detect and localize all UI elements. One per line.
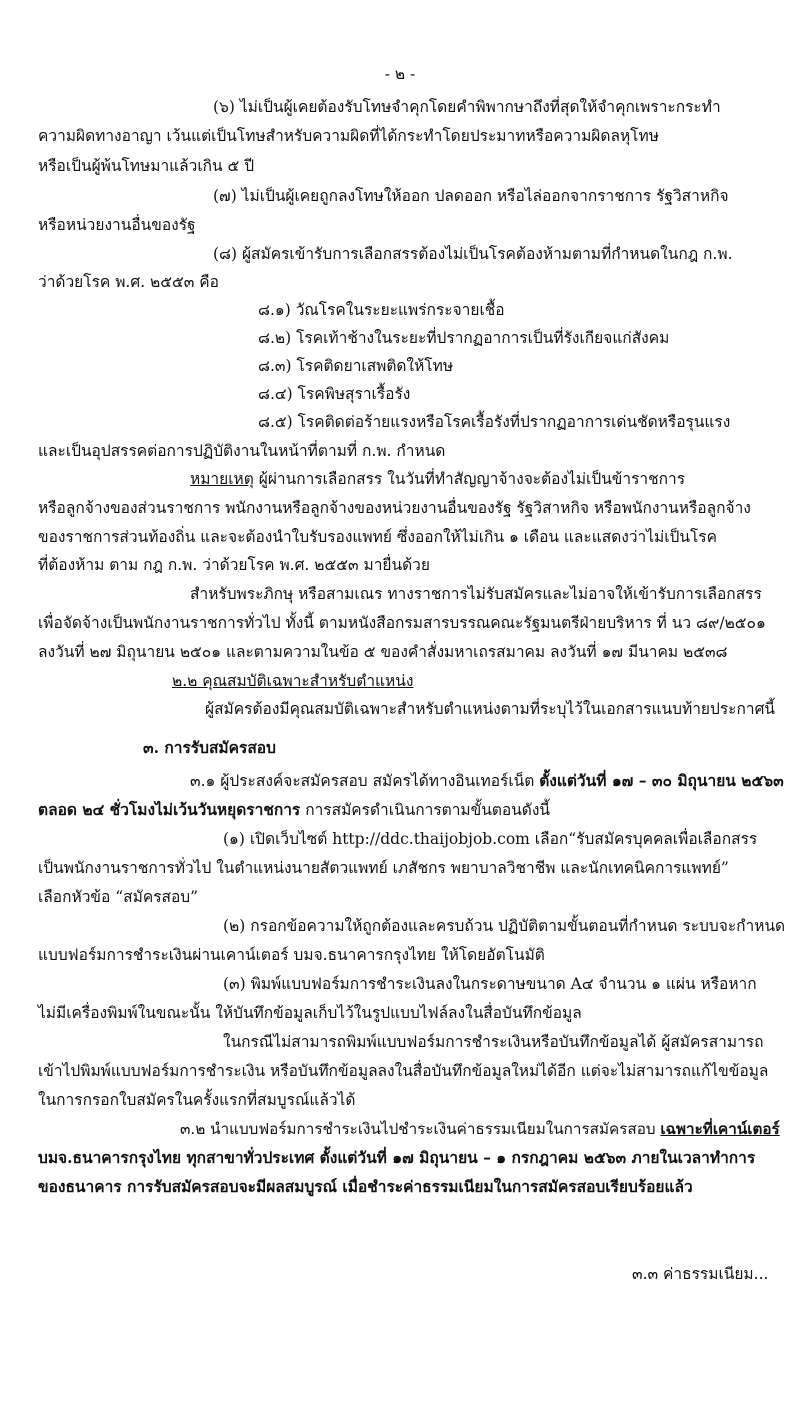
section-3-2-counter: เฉพาะที่เคาน์เตอร์ [660, 1120, 780, 1138]
item-7-line-1: (๗) ไม่เป็นผู้เคยถูกลงโทษให้ออก ปลดออก หรือไล่ออกจากราชการ รัฐวิสาหกิจ [213, 187, 729, 205]
note-line-3: ในการกรอกใบสมัครในครั้งแรกที่สมบูรณ์แล้วได้ [38, 1091, 356, 1109]
remark-line-1 [190, 467, 685, 491]
sub-item-8-4: ๘.๔) โรคพิษสุราเรื้อรัง [258, 385, 411, 403]
remark-line-3: ของราชการส่วนท้องถิ่น และจะต้องนำใบรับรองแพทย์ ซึ่งออกให้ไม่เกิน ๑ เดือน และแสดงว่าไม่เป็นโรค [38, 528, 717, 546]
section-3-2-text: ๓.๒ นำแบบฟอร์มการชำระเงินไปชำระเงินค่าธรรมเนียมในการสมัครสอบ [180, 1120, 661, 1138]
step-3-line-1: (๓) พิมพ์แบบฟอร์มการชำระเงินลงในกระดาษขนาด A๔ จำนวน ๑ แผ่น หรือหาก [223, 975, 757, 993]
monks-line-1: สำหรับพระภิกษุ หรือสามเณร ทางราชการไม่รับสมัครและไม่อาจให้เข้ารับการเลือกสรร [190, 585, 762, 603]
monks-line-3: ลงวันที่ ๒๗ มิถุนายน ๒๕๐๑ และตามความในข้อ ๕ ของคำสั่งมหาเถรสมาคม ลงวันที่ ๑๗ มีนาคม ๒๕๓๘ [38, 643, 728, 661]
sub-item-8-2: ๘.๒) โรคเท้าช้างในระยะที่ปรากฏอาการเป็นที่รังเกียจแก่สังคม [258, 329, 670, 347]
step-1-line-3: เลือกหัวข้อ “สมัครสอบ” [38, 888, 199, 906]
item-8-line-1: (๘) ผู้สมัครเข้ารับการเลือกสรรต้องไม่เป็นโรคต้องห้ามตามที่กำหนดในกฎ ก.พ. [213, 245, 733, 263]
section-2-2-heading: ๒.๒ คุณสมบัติเฉพาะสำหรับตำแหน่ง [172, 672, 414, 690]
section-3-1-dates: ตั้งแต่วันที่ ๑๗ – ๓๐ มิถุนายน ๒๕๖๓ [539, 771, 784, 790]
continuation-marker: ๓.๓ ค่าธรรมเนียม... [632, 1265, 769, 1283]
section-3-1-hours: ตลอด ๒๔ ชั่วโมงไม่เว้นวันหยุดราชการ [38, 800, 301, 819]
section-3-2-line-1 [180, 1117, 780, 1141]
section-3-2-line-2: บมจ.ธนาคารกรุงไทย ทุกสาขาทั่วประเทศ ตั้งแต่วันที่ ๑๗ มิถุนายน – ๑ กรกฎาคม ๒๕๖๓ ภายในเวลาทำการ [38, 1148, 756, 1167]
section-3-2-line-3: ของธนาคาร การรับสมัครสอบจะมีผลสมบูรณ์ เมื่อชำระค่าธรรมเนียมในการสมัครสอบเรียบร้อยแล้ว [38, 1177, 693, 1196]
section-2-2-text: ผู้สมัครต้องมีคุณสมบัติเฉพาะสำหรับตำแหน่งตามที่ระบุไว้ในเอกสารแนบท้ายประกาศนี้ [205, 700, 776, 718]
step-3-line-2: ไม่มีเครื่องพิมพ์ในขณะนั้น ให้บันทึกข้อมูลเก็บไว้ในรูปแบบไฟล์ลงในสื่อบันทึกข้อมูล [38, 1004, 582, 1022]
note-line-2: เข้าไปพิมพ์แบบฟอร์มการชำระเงิน หรือบันทึกข้อมูลลงในสื่อบันทึกข้อมูลใหม่ได้อีก แต่จะไม่สามารถแก้ไขข้อมูล [38, 1062, 769, 1080]
item-6-line-1: (๖) ไม่เป็นผู้เคยต้องรับโทษจำคุกโดยคำพิพากษาถึงที่สุดให้จำคุกเพราะกระทำ [213, 98, 721, 116]
item-6-line-2: ความผิดทางอาญา เว้นแต่เป็นโทษสำหรับความผิดที่ได้กระทำโดยประมาทหรือความผิดลหุโทษ [38, 127, 659, 145]
sub-item-8-1: ๘.๑) วัณโรคในระยะแพร่กระจายเชื้อ [258, 301, 505, 319]
section-3-1-text: ๓.๑ ผู้ประสงค์จะสมัครสอบ สมัครได้ทางอินเทอร์เน็ต [190, 772, 540, 790]
remark-text: ผู้ผ่านการเลือกสรร ในวันที่ทำสัญญาจ้างจะต้องไม่เป็นข้าราชการ [258, 470, 686, 488]
note-line-1: ในกรณีไม่สามารถพิมพ์แบบฟอร์มการชำระเงินหรือบันทึกข้อมูลได้ ผู้สมัครสามารถ [223, 1033, 764, 1051]
sub-item-8-5-cont: และเป็นอุปสรรคต่อการปฏิบัติงานในหน้าที่ตามที่ ก.พ. กำหนด [38, 442, 446, 460]
item-8-line-2: ว่าด้วยโรค พ.ศ. ๒๕๕๓ คือ [38, 273, 219, 291]
sub-item-8-3: ๘.๓) โรคติดยาเสพติดให้โทษ [258, 357, 454, 375]
sub-item-8-5: ๘.๕) โรคติดต่อร้ายแรงหรือโรคเรื้อรังที่ปรากฏอาการเด่นชัดหรือรุนแรง [258, 413, 731, 431]
remark-line-4: ที่ต้องห้าม ตาม กฎ ก.พ. ว่าด้วยโรค พ.ศ. ๒๕๕๓ มายื่นด้วย [38, 556, 430, 574]
remark-label: หมายเหตุ [190, 470, 254, 488]
item-6-line-3: หรือเป็นผู้พ้นโทษมาแล้วเกิน ๕ ปี [38, 157, 255, 175]
section-3-1-steps: การสมัครดำเนินการตามขั้นตอนดังนี้ [300, 801, 551, 819]
section-3-1-line-1 [190, 769, 784, 793]
step-1-line-2: เป็นพนักงานราชการทั่วไป ในตำแหน่งนายสัตวแพทย์ เภสัชกร พยาบาลวิชาชีพ และนักเทคนิคการแพทย์” [38, 859, 729, 877]
step-1-line-1: (๑) เปิดเว็บไซต์ http://ddc.thaijobjob.com เลือก“รับสมัครบุคคลเพื่อเลือกสรร [223, 830, 758, 848]
item-7-line-2: หรือหน่วยงานอื่นของรัฐ [38, 216, 196, 234]
remark-line-2: หรือลูกจ้างของส่วนราชการ พนักงานหรือลูกจ้างของหน่วยงานอื่นของรัฐ รัฐวิสาหกิจ หรือพนักงานหรือลูกจ้าง [38, 499, 751, 517]
step-2-line-2: แบบฟอร์มการชำระเงินผ่านเคาน์เตอร์ บมจ.ธนาคารกรุงไทย ให้โดยอัตโนมัติ [38, 946, 545, 964]
monks-line-2: เพื่อจัดจ้างเป็นพนักงานราชการทั่วไป ทั้งนี้ ตามหนังสือกรมสารบรรณคณะรัฐมนตรีฝ่ายบริหาร ที่ นว ๘๙/๒๕๐๑ [38, 614, 766, 632]
section-3-1-line-2 [38, 798, 550, 822]
section-3-heading: ๓. การรับสมัครสอบ [143, 738, 276, 757]
step-2-line-1: (๒) กรอกข้อความให้ถูกต้องและครบถ้วน ปฏิบัติตามขั้นตอนที่กำหนด ระบบจะกำหนด [223, 917, 786, 935]
page-number: - ๒ - [384, 65, 416, 83]
